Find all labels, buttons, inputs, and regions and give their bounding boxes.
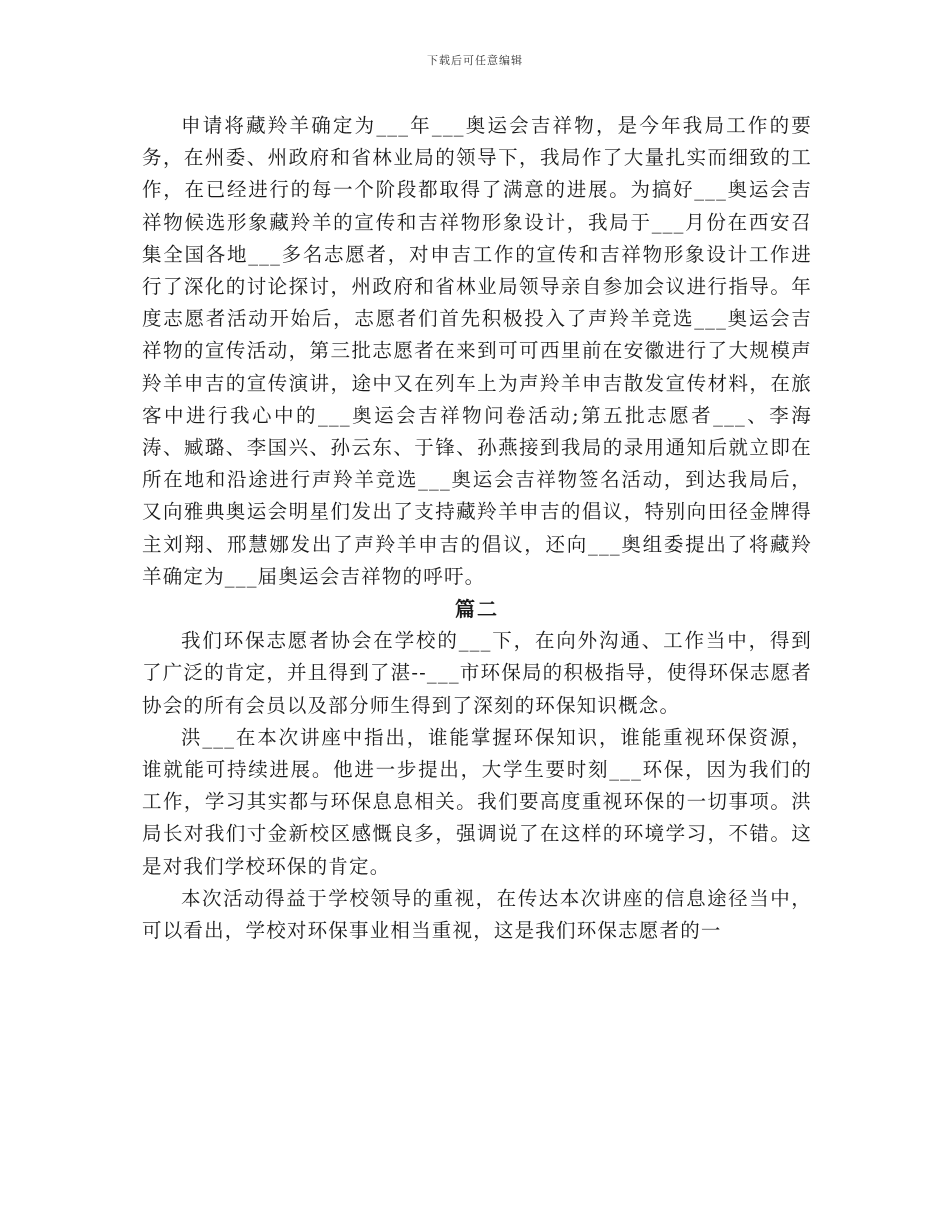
document-body — [142, 110, 812, 947]
page-header-note: 下载后可任意编辑 — [427, 54, 523, 67]
paragraph-school-support: 本次活动得益于学校领导的重视，在传达本次讲座的信息途径当中，可以看出，学校对环保事业相当重视，这是我们环保志愿者的一 — [142, 886, 812, 943]
section-heading: 篇二 — [455, 597, 499, 622]
paragraph-tibetan-antelope-mascot: 申请将藏羚羊确定为___年___奥运会吉祥物，是今年我局工作的要务，在州委、州政府和省林业局的领导下，我局作了大量扎实而细致的工作，在已经进行的每一个阶段都取得了满意的进展。为搞好___奥运会吉祥物候选形象藏羚羊的宣传和吉祥物形象设计，我局于___月份在西安召集全国各地___多名志愿者，对申吉工作的宣传和吉祥物形象设计工作进行了深化的讨论探讨，州政府和省林业局领导亲自参加会议进行指导。年度志愿者活动开始后，志愿者们首先积极投入了声羚羊竞选___奥运会吉祥物的宣传活动，第三批志愿者在来到可可西里前在安徽进行了大规模声羚羊申吉的宣传演讲，途中又在列车上为声羚羊申吉散发宣传材料，在旅客中进行我心中的___奥运会吉祥物问卷活动;第五批志愿者___、李海涛、臧璐、李国兴、孙云东、于锋、孙燕接到我局的录用通知后就立即在所在地和沿途进行声羚羊竞选___奥运会吉祥物签名活动，到达我局后，又向雅典奥运会明星们发出了支持藏羚羊申吉的倡议，特别向田径金牌得主刘翔、邢慧娜发出了声羚羊申吉的倡议，还向___奥组委提出了将藏羚羊确定为___届奥运会吉祥物的呼吁。 — [142, 114, 812, 588]
paragraph-environmental-association: 我们环保志愿者协会在学校的___下，在向外沟通、工作当中，得到了广泛的肯定，并且得到了湛--___市环保局的积极指导，使得环保志愿者协会的所有会员以及部分师生得到了深刻的环保知识概念。 — [142, 629, 812, 717]
paragraph-lecture-summary: 洪___在本次讲座中指出，谁能掌握环保知识，谁能重视环保资源，谁就能可持续进展。他进一步提出，大学生要时刻___环保，因为我们的工作，学习其实都与环保息息相关。我们要高度重视环保的一切事项。洪局长对我们寸金新校区感慨良多，强调说了在这样的环境学习，不错。这是对我们学校环保的肯定。 — [142, 725, 812, 878]
